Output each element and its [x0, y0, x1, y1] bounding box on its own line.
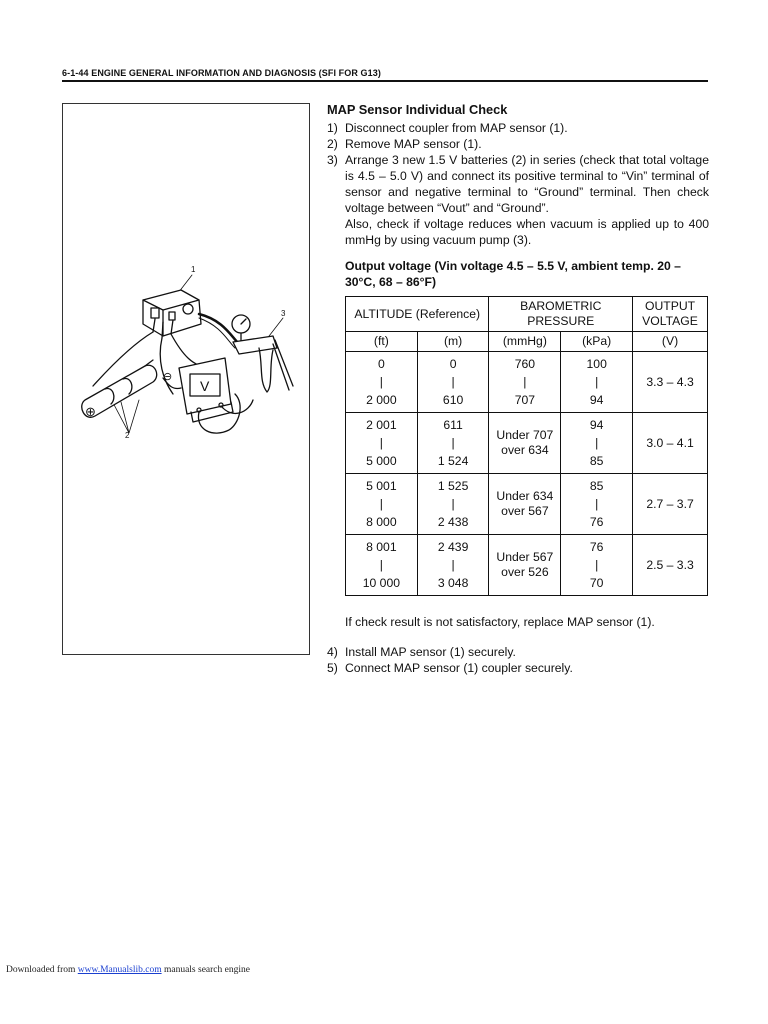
cell-mmhg: [489, 474, 561, 535]
cell-value: |: [595, 436, 599, 450]
cell-value: 5 000: [366, 454, 397, 468]
header-title: 6-1-44 ENGINE GENERAL INFORMATION AND DIAGNOSIS (SFI FOR G13): [62, 68, 381, 78]
header-altitude: ALTITUDE (Reference): [346, 297, 489, 332]
cell-value: over 567: [501, 504, 549, 518]
cell-value: 5 001: [366, 479, 397, 493]
output-voltage-title: Output voltage (Vin voltage 4.5 – 5.5 V, ambient temp. 20 – 30°C, 68 – 86°F): [345, 259, 681, 289]
cell-value: |: [451, 558, 455, 572]
cell-value: 2 438: [437, 515, 469, 529]
cell-value: 85: [589, 454, 604, 468]
cell-kpa: [561, 535, 633, 596]
callout-2: 2: [125, 431, 130, 440]
cell-value: 70: [589, 576, 604, 590]
cell-value: |: [379, 375, 383, 389]
cell-value: 0: [377, 357, 385, 371]
unit-ft: (ft): [346, 332, 418, 352]
cell-value: |: [379, 497, 383, 511]
callout-3: 3: [281, 309, 286, 318]
step-item: [327, 136, 709, 152]
cell-ft: [346, 413, 418, 474]
header-barometric-pressure: BAROMETRIC PRESSURE: [489, 297, 633, 332]
table-units-row: [346, 332, 708, 352]
cell-value: 610: [442, 393, 464, 407]
step-number: 5): [327, 661, 338, 675]
step-text: Remove MAP sensor (1).: [345, 137, 482, 151]
page-footer: [6, 965, 250, 975]
cell-value: 2 439: [437, 540, 469, 554]
cell-voltage: 3.3 – 4.3: [633, 352, 708, 413]
step-text-continued: Also, check if voltage reduces when vacuum is applied up to 400 mmHg by using vacuum pump (3).: [345, 217, 709, 247]
table-row: [346, 535, 708, 596]
cell-value: |: [451, 436, 455, 450]
cell-value: 3 048: [437, 576, 469, 590]
cell-kpa: [561, 352, 633, 413]
unit-kpa: (kPa): [561, 332, 633, 352]
cell-value: 94: [589, 418, 604, 432]
cell-voltage: 3.0 – 4.1: [633, 413, 708, 474]
cell-value: 76: [589, 540, 604, 554]
cell-value: |: [379, 436, 383, 450]
step-number: 3): [327, 153, 338, 167]
step-number: 2): [327, 137, 338, 151]
section-title: MAP Sensor Individual Check: [327, 102, 508, 117]
check-result-note: If check result is not satisfactory, replace MAP sensor (1).: [345, 615, 655, 629]
cell-value: 85: [589, 479, 604, 493]
cell-kpa: [561, 413, 633, 474]
cell-ft: [346, 474, 418, 535]
unit-mmhg: (mmHg): [489, 332, 561, 352]
table-row: [346, 352, 708, 413]
cell-mmhg: [489, 535, 561, 596]
cell-value: |: [595, 497, 599, 511]
map-sensor-test-illustration: [63, 104, 311, 656]
cell-value: 10 000: [362, 576, 400, 590]
step-item: [327, 660, 709, 676]
cell-value: |: [523, 375, 527, 389]
cell-ft: [346, 535, 418, 596]
cell-value: 2 001: [366, 418, 397, 432]
cell-m: [417, 413, 489, 474]
cell-value: 707: [514, 393, 536, 407]
map-sensor-drawing: [143, 290, 201, 338]
callout-1: 1: [191, 265, 196, 274]
cell-ft: [346, 352, 418, 413]
negative-terminal-icon: ⊖: [163, 371, 173, 383]
positive-terminal-icon: ⊕: [85, 404, 96, 419]
table-header-row: [346, 297, 708, 332]
step-text: Disconnect coupler from MAP sensor (1).: [345, 121, 568, 135]
cell-m: [417, 474, 489, 535]
cell-voltage: 2.5 – 3.3: [633, 535, 708, 596]
cell-value: over 634: [501, 443, 549, 457]
table-row: [346, 474, 708, 535]
step-number: 1): [327, 121, 338, 135]
illustration-frame: [62, 103, 310, 655]
header-output-voltage: OUTPUT VOLTAGE: [633, 297, 708, 332]
cell-value: Under 567: [496, 550, 554, 564]
output-voltage-table: [345, 296, 708, 596]
cell-value: 611: [443, 418, 463, 432]
cell-value: over 526: [501, 565, 549, 579]
cell-value: |: [595, 558, 599, 572]
manualslib-link[interactable]: www.Manualslib.com: [77, 965, 162, 975]
unit-v: (V): [633, 332, 708, 352]
cell-value: 1 525: [437, 479, 469, 493]
cell-value: 2 000: [366, 393, 397, 407]
cell-voltage: 2.7 – 3.7: [633, 474, 708, 535]
cell-value: 1 524: [437, 454, 469, 468]
header-rule: [62, 80, 708, 82]
cell-value: 94: [589, 393, 604, 407]
cell-value: |: [451, 497, 455, 511]
step-text-block: [345, 152, 709, 248]
step-item: [327, 152, 709, 248]
step-text: Install MAP sensor (1) securely.: [345, 645, 516, 659]
footer-prefix: Downloaded from: [6, 965, 78, 975]
cell-value: 8 001: [366, 540, 397, 554]
cell-value: |: [451, 375, 455, 389]
cell-m: [417, 535, 489, 596]
map-sensor-check-section: [327, 102, 709, 676]
footer-suffix: manuals search engine: [161, 965, 250, 975]
cell-value: 8 000: [366, 515, 397, 529]
vacuum-pump-drawing: [233, 336, 293, 392]
cell-value: 760: [514, 357, 536, 371]
cell-value: 0: [449, 357, 457, 371]
cell-mmhg: [489, 413, 561, 474]
table-row: [346, 413, 708, 474]
cell-mmhg: [489, 352, 561, 413]
step-item: [327, 120, 709, 136]
cell-value: 100: [586, 357, 607, 371]
unit-m: (m): [417, 332, 489, 352]
step-item: [327, 644, 709, 660]
cell-value: 76: [589, 515, 604, 529]
cell-kpa: [561, 474, 633, 535]
step-number: 4): [327, 645, 338, 659]
voltmeter-symbol: V: [200, 378, 210, 394]
cell-value: |: [595, 375, 599, 389]
step-text: Connect MAP sensor (1) coupler securely.: [345, 661, 573, 675]
cell-value: |: [379, 558, 383, 572]
step-text: Arrange 3 new 1.5 V batteries (2) in series (check that total voltage is 4.5 – 5.0 V) and connect its positive terminal to “Vin” terminal of sensor and negative terminal to “Ground” terminal. Then check voltage between “Vout” and “Ground”.: [345, 153, 709, 215]
cell-value: Under 634: [496, 489, 554, 503]
cell-m: [417, 352, 489, 413]
cell-value: Under 707: [496, 428, 554, 442]
